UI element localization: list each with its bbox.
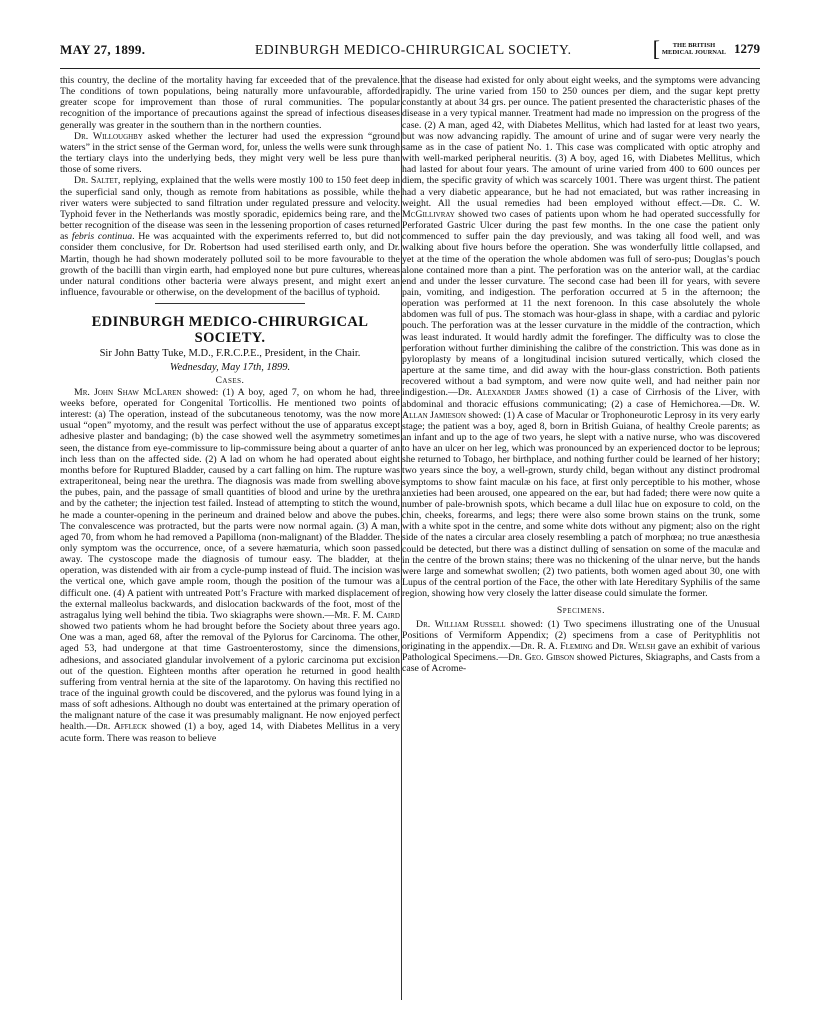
paragraph-text: showed two cases of patients upon whom he had operated successfully for Perforated Gastric Ulcer during the past few months. In the one case the patient only commenced to suffer pain the day previously, and was taking all food well, and was walking about five hours before the operation. She was wonderfully little collapsed, and yet at the time of the operation the whole abdomen was full of sero-pus; Douglas’s pouch alone contained more than a pint. The perforation was on the anterior wall, at the cardiac end and under the lesser curvature. The second case had been ill for years, with severe pain, vomiting, and indigestion. The perforation occurred at 5 in the afternoon; the operation was performed at 11 the next forenoon. In this case absolutely the whole abdomen was full of pus. The stomach was hour-glass in shape, with a cardiac and pyloric pouch. The perforation was at the lesser curvature in the middle of the contraction, which was least indurated. It would hardly admit the forefinger. The difficulty was to close the perforation without further diminishing the calibre of the constriction. This was done as in pyloroplasty by means of a longitudinal incision sutured vertically, which closed the aperture at the same time, and did away with the hour-glass constriction. Both patients recovered without a bad symptom, and were now quite well, and had neither pain nor indigestion.—	[402, 208, 760, 399]
specimens-heading: Specimens.	[556, 605, 606, 617]
speaker-name: Dr. R. A. Fleming	[520, 640, 593, 652]
paragraph-text: showed (1) a case of Cirrhosis of the Liver, with abdominal and thoracic effusions communicating; (2) a case of Hemichorea.—	[402, 387, 760, 410]
paragraph-text: showed: (1) A case of Macular or Trophoneurotic Leprosy in its very early stage; the patient was a boy, aged 8, born in British Guiana, of healthy Creole parents; as an infant and up to the age of two years, he slept with a native nurse, who was discovered to have an ulcer on her leg, which was pronounced by an experienced doctor to be leprous; she returned to Tobago, her birthplace, and nothing further could be learned of her history; two years since the boy, a well-grown, sturdy child, began without any distinct prodromal symptoms to show faint maculæ on his face, at first only perceptible to his mother, whose anxieties had been aroused, one appeared on the ear, but had faded; there were now quite a number of pale-brownish spots, which became a dull lilac hue on exposure to cold, on the chin, cheeks, forearms, and legs; there were also some brown stains on the trunk, some with a white spot in the centre, and some white dots without any pigment; also on the right side of the nates a circular area closely resembling a patch of morphœa; no true anæsthesia could be detected, but there was a distinct dulling of sensation on some of the maculæ and in the centre of the brown stains; there was no thickening of the ulnar nerve, but the hands were large and somewhat swollen; (2) two patients, both women aged about 30, one with Lupus of the central portion of the Face, the other with late Hereditary Syphilis of the same region, showing how very closely the latter disease could simulate the former.	[402, 409, 760, 600]
paragraph-text: showed: (1) A boy, aged 7, on whom he had, three weeks before, operated for Congenital Torticollis. He mentioned two points of interest: (a) The operation, instead of the subcutaneous tenotomy, was the now more usual “open” myotomy, and the result was perfect without the use of apparatus except adhesive plaster and bandaging; (b) the case showed well the asymmetry sometimes seen, the distance from eye-commissure to lip-commissure being about a quarter of an inch less than on the affected side. (2) A lad on whom he had operated about eight months before for Ruptured Bladder, caused by a cart falling on him. The rupture was extraperitoneal, being near the urethra. The diagnosis was made from swelling above the pubes, pain, and the passage of small quantities of blood and urine by the urethra and by the catheter; the injection test failed. Instead of attempting to stitch the wound, he made a counter-opening in the perineum and drained below and above the pubes. The convalescence was protracted, but the parts were now normal again. (3) A man, aged 70, from whom he had removed a Papilloma (non-malignant) of the Bladder. The only symptom was the occurrence, once, of a severe hæmaturia, which soon passed away. The cystoscope made the diagnosis of tumour easy. The bladder, at the operation, was distended with air from a cycle-pump instead of fluid. The incision was the vertical one, which gave ample room, though the position of the tumour was a difficult one. (4) A patient with untreated Pott’s Fracture with marked displacement of the external malleolus backwards, and dislocation backwards of the foot, most of the astragalus lying well behind the tibia. Two skiagraphs were shown.—	[60, 386, 400, 621]
italic-term: febris continua	[71, 231, 133, 243]
speaker-name: Dr. William Russell	[416, 618, 506, 630]
paragraph	[60, 175, 400, 298]
journal-line-2: MEDICAL JOURNAL	[661, 49, 726, 56]
paragraph-text: showed (1) a boy, aged 14, with Diabetes Mellitus in a very acute form. There was reason to believe	[60, 721, 400, 744]
right-column	[402, 75, 760, 1000]
speaker-name: Mr. John Shaw McLaren	[74, 386, 182, 398]
speaker-name: Dr. Affleck	[96, 721, 147, 733]
left-column	[60, 75, 400, 1000]
speaker-name: Dr. Saltet	[74, 175, 118, 187]
speaker-name: Dr. W. Allan Jamieson	[402, 398, 760, 421]
chair-line: Sir John Batty Tuke, M.D., F.R.C.P.E., President, in the Chair.	[99, 348, 361, 360]
speaker-name: Dr. Welsh	[612, 640, 656, 652]
paragraph	[402, 619, 760, 675]
paragraph-text: and	[592, 640, 613, 652]
speaker-name: Dr. Geo. Gibson	[508, 651, 575, 663]
paragraph-text: gave an exhibit of various Pathological Specimens.—	[402, 640, 760, 663]
header-title: EDINBURGH MEDICO-CHIRURGICAL SOCIETY.	[255, 42, 572, 57]
paragraph: this country, the decline of the mortality having far exceeded that of the prevalence. The conditions of town populations, being naturally more unfavourable, afforded greater scope for improvement than those of rural communities. The popular recognition of the importance of precautions against the spread of infectious diseases generally was greater in the southern than in the northern counties.	[60, 75, 400, 131]
section-title: EDINBURGH MEDICO-CHIRURGICAL SOCIETY.	[91, 314, 369, 347]
paragraph	[60, 387, 400, 744]
header-date: MAY 27, 1899.	[60, 42, 146, 57]
paragraph-text: asked whether the lecturer had used the expression “ground waters” in the strict sense of the German word, for, unless the wells were sunk through the tertiary clays into the underlying beds, they might very well be less pure than those of some rivers.	[60, 130, 400, 176]
speaker-name: Mr. F. M. Caird	[334, 609, 400, 621]
paragraph-text: that the disease had existed for only about eight weeks, and the symptoms were advancing rapidly. The urine varied from 150 to 250 ounces per diem, and the sugar kept pretty constantly at about 34 grs. per ounce. The patient presented the characteristic phases of the disease in a very typical manner. Treatment had made no impression on the progress of the case. (2) A man, aged 42, with Diabetes Mellitus, which had lasted for at least two years, but was now advancing rapidly. The amount of urine and of sugar were very nearly the same as in the case of patient No. 1. This case was complicated with optic atrophy and with well-marked peripheral neuritis. (3) A boy, aged 16, with Diabetes Mellitus, which had lasted for about four years. The amount of urine varied from 400 to 600 ounces per diem, the specific gravity of which was scarcely 1001. There was urgent thirst. The patient had a very diabetic appearance, but he had not emaciated, but was rather increasing in weight. All the usual remedies had been employed without effect.—	[402, 75, 760, 209]
paragraph	[60, 131, 400, 176]
left-bracket: [	[652, 36, 660, 61]
paragraph-text: , replying, explained that the wells were mostly 100 to 150 feet deep in the superficial sand only, though as remote from habitations as possible, while the river waters were subjected to sand filtration under regulated pressure and velocity. Typhoid fever in the Netherlands was mostly sporadic, epidemics being rare, and the better recognition of the disease was seen in the lessening proportion of cases returned as	[60, 175, 400, 243]
running-header	[60, 38, 760, 68]
journal-line-1: THE BRITISH	[672, 42, 716, 49]
speaker-name: Dr. C. W. McGillivray	[402, 197, 760, 220]
paragraph-text: showed two patients whom he had brought before the Society about three years ago. One was a man, aged 68, after the removal of the Pylorus for Carcinoma. The other, aged 53, had undergone at that time Gastroenterostomy, since the dimensions, adhesions, and associated glandular involvement of a pyloric carcinoma put excision out of the question. Eighteen months after operation he returned in good health suffering from ventral hernia at the site of the laparotomy. On having this rectified no trace of the inguinal growth could be discovered, and the pylorus was found lying in a mass of soft adhesions. Although no doubt was entertained at the primary operation of the malignant nature of the case it was presumably malignant. He now enjoyed perfect health.—	[60, 621, 400, 733]
cases-heading: Cases.	[215, 374, 245, 386]
speaker-name: Dr. Alexander James	[457, 387, 549, 399]
paragraph-text: . He was acquainted with the experiments referred to, but did not consider them conclusive, for Dr. Robertson had used sterilised earth only, and Dr. Martin, though he had shown moderately polluted soil to be more favourable to the growth of the bacilli than virgin earth, had employed none but pure cultures, whereas under natural conditions other bacteria were always present, and might exert an influence, favourable or otherwise, on the development of the bacillus of typhoid.	[60, 231, 400, 298]
header-rule	[60, 68, 760, 69]
meeting-date: Wednesday, May 17th, 1899.	[169, 361, 291, 373]
speaker-name: Dr. Willoughby	[74, 130, 143, 142]
header-journal-block	[653, 38, 760, 60]
paragraph	[402, 75, 760, 599]
page-number: 1279	[734, 41, 760, 56]
journal-name	[662, 42, 726, 56]
paragraph-text: showed: (1) Two specimens illustrating one of the Unusual Positions of Vermiform Appendix; (2) specimens from a case of Perityphlitis not originating in the appendix.—	[402, 618, 760, 652]
section-separator	[155, 303, 305, 304]
paragraph-text: showed Pictures, Skiagraphs, and Casts from a case of Acrome-	[402, 651, 760, 675]
